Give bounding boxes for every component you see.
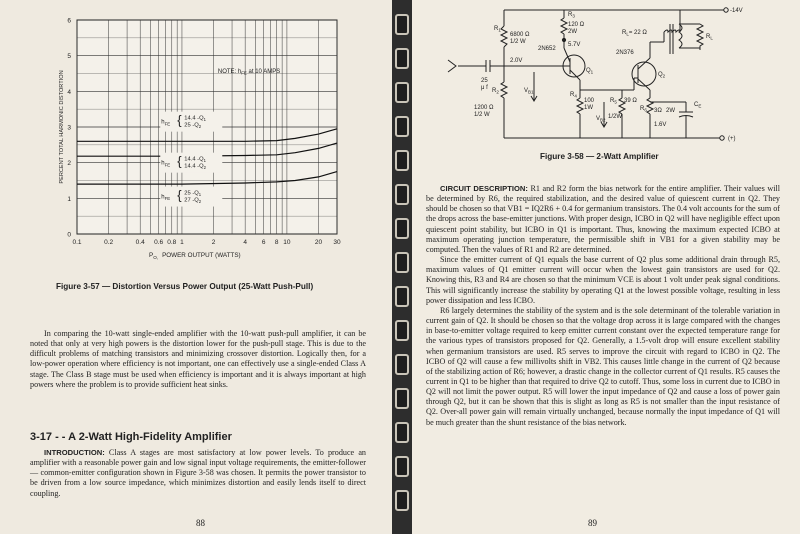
x-tick-label: 20 [314, 239, 323, 246]
r1-value: 6800 Ω [510, 32, 530, 38]
r3-watt: 2W [568, 29, 577, 35]
r6-label: $R_6$ [640, 106, 647, 113]
vb2-label: $V_{B2}$ [596, 116, 606, 123]
v16-label: 1.6V [654, 122, 667, 128]
series-label-brace: { [177, 112, 182, 128]
binding-ring [395, 218, 409, 239]
binding-ring [395, 388, 409, 409]
paragraph-2 [426, 255, 780, 306]
x-tick-label: 8 [274, 239, 279, 246]
r2-label: $R_2$ [492, 88, 499, 95]
series-label-prefix: $h_{FE}$ [161, 119, 171, 127]
x-tick-label: 2 [211, 239, 216, 246]
binding-ring [395, 456, 409, 477]
x-tick-label: 10 [283, 239, 291, 246]
x-tick-label: 0.1 [72, 239, 82, 246]
r5-label: $R_5$ [610, 98, 617, 105]
binding-ring [395, 82, 409, 103]
r6-value: 3Ω [654, 108, 662, 114]
binding-ring [395, 48, 409, 69]
paragraph-2-text: Since the emitter current of Q1 equals the base current of Q2 plus some additional drain through R5, maximum values of Q1 emitter current will occur when the lowest gain transistors are used for Q2. Knowing this, R3 and R4 are chosen so that the minimum VCE is about 1 volt under peak signal conditions. This will significantly increase the stability by operating Q1 at the lowest possible voltage, resulting in less power dissipation and less ICBO. [426, 255, 780, 305]
series-label-prefix: $h_{FE}$ [161, 194, 171, 202]
binding-ring [395, 320, 409, 341]
ce-label: $C_E$ [694, 102, 702, 109]
figure-3-57-caption: Figure 3-57 — Distortion Versus Power Output (25-Watt Push-Pull) [56, 282, 314, 291]
y-tick-label: 6 [67, 17, 71, 25]
series-label-line: 14.4 $-Q_1$ [184, 115, 206, 123]
rl2-label: $R_L$ [706, 34, 713, 41]
x-tick-label: 1 [180, 239, 184, 246]
r4-value: 100 [584, 98, 595, 104]
x-tick-label: 0.4 [135, 239, 145, 246]
intro-label: INTRODUCTION: [44, 448, 105, 457]
binding-ring [395, 252, 409, 273]
series-label-line: 14.4 $-Q_1$ [184, 156, 206, 164]
cap-value: 25 [481, 78, 488, 84]
y-tick-label: 0 [67, 231, 71, 239]
r1-watt: 1/2 W [510, 39, 526, 45]
y-axis-label: PERCENT TOTAL HARMONIC DISTORTION [59, 70, 65, 184]
intro-text: Class A stages are most satisfactory at low power levels. To produce an amplifier with a reasonable power gain and low signal input voltage requirements, the emitter-follower — common-emitter configuration shown in Figure 3-58 was chosen. It permits the power transistor to be driven from a low source impedance, which minimizes distortion and easily lends itself to direct coupling. [30, 448, 366, 498]
introduction-paragraph [30, 448, 366, 499]
q1-type: 2N652 [538, 46, 556, 52]
series-label-line: 25 $-Q_2$ [184, 122, 202, 130]
r4-watt: 1W [584, 105, 593, 111]
binding-ring [395, 116, 409, 137]
x-axis-label: $P_{O,}$ POWER OUTPUT (WATTS) [149, 252, 241, 260]
circuit-description-label: CIRCUIT DESCRIPTION: [440, 184, 528, 193]
comparison-paragraph [30, 329, 366, 390]
binding-ring [395, 490, 409, 511]
binding-ring [395, 184, 409, 205]
right-page [412, 0, 800, 534]
y-tick-label: 3 [67, 124, 71, 132]
binding-ring [395, 14, 409, 35]
q2-label: $Q_2$ [658, 72, 666, 79]
binding-ring [395, 286, 409, 307]
binding-ring [395, 354, 409, 375]
series-label-brace: { [177, 187, 182, 203]
x-tick-label: 0.6 [154, 239, 164, 246]
distortion-chart [55, 8, 345, 280]
r3-label: $R_3$ [568, 12, 575, 19]
r2-watt: 1/2 W [474, 112, 490, 118]
r5-watt: 1/2W [608, 114, 623, 120]
ground-label: (+) [728, 136, 736, 142]
r6-watt: 2W [666, 108, 675, 114]
r5-value: 39 Ω [624, 98, 637, 104]
series-label-line: 25 $-Q_1$ [184, 190, 202, 197]
paragraph-1-text: R1 and R2 form the bias network for the entire amplifier. Their values will be determined by R6, the required stabilization, and the desired value of quiescent current in Q2. They should be chosen so that VB1 = IQ2R6 + 0.4 for germanium transistors. The 0.4 volt accounts for the sum of the drops across the base-emitter junctions. With proper design, ICBO in Q2 will have negligible effect upon quiescent point stability, but ICBO in Q1 is important. Thus, knowing the maximum expected ICBO at maximum operating junction temperature, the permissible shift in VB1 for a given stability may be computed. Then the values of R1 and R2 are determined. [426, 184, 781, 254]
binding-ring [395, 422, 409, 443]
spiral-binding [392, 0, 412, 534]
x-tick-label: 30 [333, 239, 341, 246]
v57-label: 5.7V [568, 42, 581, 48]
y-tick-label: 1 [67, 195, 71, 203]
v20-label: 2.0V [510, 58, 523, 64]
q1-label: $Q_1$ [586, 68, 594, 75]
series-label-prefix: $h_{FE}$ [161, 160, 171, 168]
q2-type: 2N376 [616, 50, 634, 56]
vb1-label: $V_{B1}$ [524, 88, 534, 95]
binding-ring [395, 150, 409, 171]
series-label-brace: { [177, 153, 182, 169]
series-label-line: 27 $-Q_2$ [184, 197, 202, 204]
paragraph-3 [426, 306, 780, 428]
r3-value: 120 Ω [568, 22, 585, 28]
x-tick-label: 0.8 [167, 239, 177, 246]
chart-note: NOTE: $h_{FE}$ at 10 AMPS [217, 68, 281, 76]
r1-label: $R_1$ [494, 26, 501, 33]
paragraph-3-text: R6 largely determines the stability of the system and is the sole determinant of the tolerable variation in current gain of Q2. It should be chosen so that the voltage drop across it is large compared with the changes in base-to-emitter voltage required to keep emitter current constant over the expected temperature range for the various types of transistors proposed for Q2. Generally, a 1.5-volt drop will ensure excellent stability when germanium transistors are used. R5 serves to improve the circuit with regard to ICBO in Q2. The ICBO of Q2 will cause a few millivolts shift in VB2. This causes little change in the current of Q2 because of the stabilizing action of R6; however, a drastic change in the collector current of Q1 results. R5 causes the current in Q1 to be higher than that required to drive Q2 to cutoff. Thus, some loss in current due to ICBO in Q2 will not limit the power output. R5 will lower the input impedance of Q2 and cause a loss of power gain through Q2, but it can be shown that this is slight as long as R5 is not smaller than the input resistance of Q2. Over-all power gain will remain virtually unchanged, because normally the input impedance of Q1 will be much greater than the shunt resistance of the bias network. [426, 305, 780, 427]
y-tick-label: 5 [67, 53, 71, 61]
x-tick-label: 6 [261, 239, 266, 246]
x-tick-label: 0.2 [104, 239, 114, 246]
page-number-right: 89 [588, 518, 597, 528]
x-tick-label: 4 [243, 239, 247, 246]
section-heading: 3-17 - - A 2-Watt High-Fidelity Amplifier [30, 431, 232, 443]
cap-unit: μ f [481, 85, 488, 91]
supply-label: -14V [730, 8, 743, 14]
figure-3-58-caption: Figure 3-58 — 2-Watt Amplifier [540, 152, 659, 161]
paragraph-1 [426, 184, 780, 255]
r4-label: $R_4$ [570, 92, 577, 99]
series-label-line: 14.4 $-Q_2$ [184, 163, 206, 171]
y-tick-label: 4 [67, 88, 71, 96]
left-page [0, 0, 392, 534]
rl-label: $R_L= 22$ Ω [622, 30, 647, 37]
r2-value: 1200 Ω [474, 105, 494, 111]
amplifier-schematic [424, 2, 796, 150]
y-tick-label: 2 [67, 160, 71, 168]
page-number-left: 88 [196, 518, 205, 528]
circuit-description [426, 184, 780, 428]
comparison-text: In comparing the 10-watt single-ended amplifier with the 10-watt push-pull amplifier, it can be noted that only at very high powers is the distortion lower for the push-pull stage. This is due to the difficult problems of matching transistors and minimizing crossover distortion. Logically then, for a low-power operation where efficiency is not important, one can effectively use a single-ended Class A stage. The Class B stage must be used when efficiency is important and it is always important at high powers where the problem is to provide sufficient heat sinks. [30, 329, 366, 389]
